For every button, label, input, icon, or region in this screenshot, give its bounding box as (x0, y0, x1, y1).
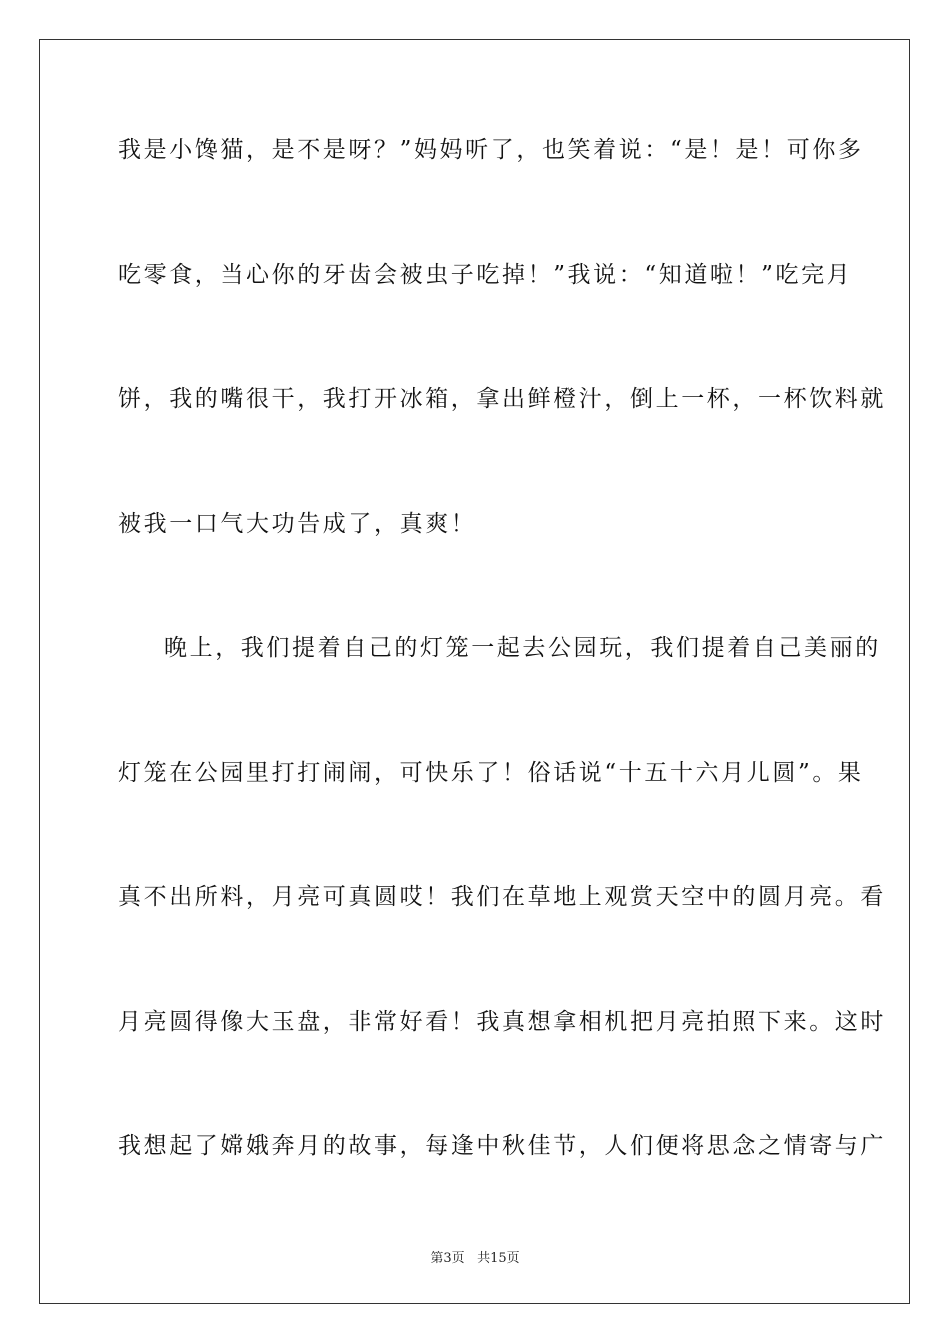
text-line: 被我一口气大功告成了，真爽！ (118, 510, 477, 537)
document-body (118, 100, 886, 1221)
text-line: 我想起了嫦娥奔月的故事，每逢中秋佳节，人们便将思念之情寄与广 (118, 1133, 886, 1159)
text-line: 真不出所料，月亮可真圆哎！我们在草地上观赏天空中的圆月亮。看 (118, 884, 886, 910)
paragraph-start-line: 晚上，我们提着自己的灯笼一起去公园玩，我们提着自己美丽的 (164, 635, 881, 661)
total-pages: 共15页 (477, 1251, 520, 1266)
page-footer (0, 1247, 950, 1266)
text-line: 灯笼在公园里打打闹闹，可快乐了！俗话说“十五十六月儿圆”。果 (118, 759, 864, 786)
text-line: 饼，我的嘴很干，我打开冰箱，拿出鲜橙汁，倒上一杯，一杯饮料就 (118, 386, 886, 412)
text-line: 月亮圆得像大玉盘，非常好看！我真想拿相机把月亮拍照下来。这时 (118, 1008, 886, 1035)
text-line: 吃零食，当心你的牙齿会被虫子吃掉！”我说：“知道啦！”吃完月 (118, 261, 853, 288)
text-line: 我是小馋猫，是不是呀？”妈妈听了，也笑着说：“是！是！可你多 (118, 137, 864, 163)
page-number: 第3页 (430, 1251, 465, 1266)
